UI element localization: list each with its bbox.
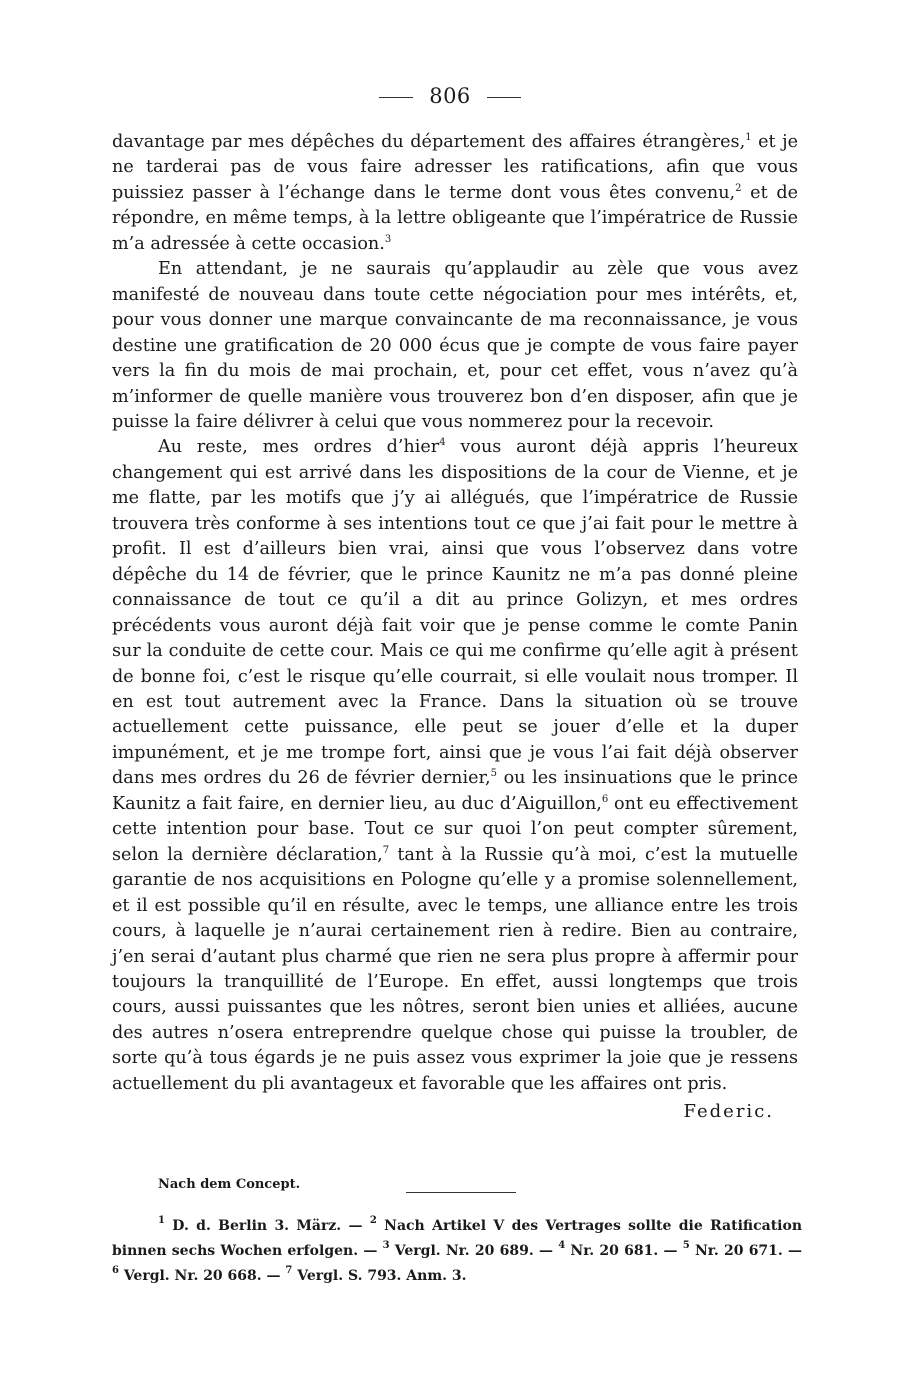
signature-line <box>112 1097 798 1127</box>
footnote-separator: — <box>533 1243 559 1259</box>
footnote-reference: 5 <box>490 768 497 780</box>
paragraph-text: tant à la Russie qu’à moi, c’est la mutuelle garantie de nos acquisitions en Pologne qu’elle y a promise solennellement, et il est possible qu’il en résulte, avec le temps, une alliance entre les trois cours, à laquelle je n’aurai certainement rien à redire. Bien au contraire, j’en serai d’autant plus charmé que rien ne sera plus propre à affermir pour toujours la tranquillité de l’Europe. En effet, aussi longtemps que trois cours, aussi puissantes que les nôtres, seront bien unies et alliées, aucune des autres n’osera entreprendre quelque chose qui puisse la troubler, de sorte qu’à tous égards je ne puis assez vous exprimer la joie que je ressens actuellement du pli avantageux et favorable que les affaires ont pris. <box>112 844 799 1094</box>
footnote-mark: 7 <box>285 1265 293 1276</box>
paragraph-text: vous auront déjà appris l’heureux changement qui est arrivé dans les dispositions de la cour de Vienne, et je me flatte, par les motifs que j’y ai allégués, que l’impératrice de Russie trouvera très conforme à ses intentions tout ce que j’ai fait pour le mettre à profit. Il est d’ailleurs bien vrai, ainsi que vous l’observez dans votre dépêche du 14 de février, que le prince Kaunitz ne m’a pas donné pleine connaissance de tout ce qu’il a dit au prince Golizyn, et mes ordres précédents vous auront déjà fait voir que je pense comme le comte Panin sur la conduite de cette cour. Mais ce qui me confirme qu’elle agit à présent de bonne foi, c’est le risque qu’elle courrait, si elle voulait nous tromper. Il en est tout autrement avec la France. Dans la situation où se trouve actuellement cette puissance, elle peut se jouer d’elle et la duper impunément, et je me trompe fort, ainsi que je vous l’ai fait déjà observer dans mes ordres du 26 de février dernier, <box>112 437 798 789</box>
footnote-item: Vergl. Nr. 20 668. <box>118 1268 262 1284</box>
footnote-rule <box>406 1192 516 1193</box>
page-header <box>0 84 900 108</box>
footnote-separator: — <box>782 1243 803 1259</box>
footnote-separator: — <box>261 1268 286 1284</box>
footnote-separator: — <box>658 1243 683 1259</box>
footnote-item: D. d. Berlin 3. März. <box>164 1218 342 1234</box>
footnotes <box>112 1214 802 1289</box>
footnote-reference: 3 <box>384 233 392 245</box>
paragraph-text: ont eu effectivement cette intention pour base. Tout ce sur quoi l’on peut compter sûrement, selon la dernière déclaration, <box>112 793 798 865</box>
footnote-mark: 1 <box>158 1215 165 1226</box>
footnote-mark: 4 <box>558 1240 566 1251</box>
footnote-reference: 1 <box>745 132 752 143</box>
footnote-reference: 6 <box>601 793 609 805</box>
source-note: Nach dem Concept. <box>158 1177 301 1192</box>
page-number: 806 <box>429 84 471 108</box>
paragraph-text: davantage par mes dépêches du département des affaires étrangères, <box>112 132 746 152</box>
paragraph-text: et de répondre, en même temps, à la lettre obligeante que l’impératrice de Russie m’a adressée à cette occasion. <box>112 182 798 254</box>
paragraph-3 <box>112 435 798 1097</box>
paragraph-2 <box>112 257 798 435</box>
footnote-item: Nach Artikel V des Vertrages sollte die Ratification binnen sechs Wochen erfolgen. <box>112 1218 802 1259</box>
footnote-item: Vergl. Nr. 20 689. <box>389 1243 534 1259</box>
footnote-mark: 2 <box>369 1215 377 1226</box>
letter-body <box>112 130 798 1127</box>
paragraph-text: et je ne tarderai pas de vous faire adresser les ratifications, afin que vous puissiez passer à l’échange dans le terme dont vous êtes convenu, <box>112 132 798 203</box>
header-dash-right <box>487 97 521 98</box>
footnote-mark: 3 <box>382 1240 390 1251</box>
footnote-mark: 5 <box>682 1240 690 1251</box>
footnote-reference: 2 <box>735 182 742 194</box>
paragraph-text: En attendant, je ne saurais qu’applaudir au zèle que vous avez manifesté de nouveau dans toute cette négociation pour mes intérêts, et, pour vous donner une marque convaincante de ma reconnaissance, je vous destine une gratification de 20 000 écus que je compte de vous faire payer vers la fin du mois de mai prochain, et, pour cet effet, vous n’avez qu’à m’informer de quelle manière vous trouverez bon d’en disposer, afin que je puisse la faire délivrer à celui que vous nommerez pour la recevoir. <box>112 259 798 432</box>
paragraph-1 <box>112 130 798 257</box>
paragraph-text: ou les insinuations que le prince Kaunitz a fait faire, en dernier lieu, au duc d’Aiguillon, <box>112 768 798 814</box>
signature: Federic. <box>683 1101 774 1123</box>
footnote-mark: 6 <box>112 1265 119 1276</box>
footnote-separator: — <box>358 1243 383 1259</box>
footnote-reference: 7 <box>382 844 390 856</box>
footnote-separator: — <box>341 1218 370 1234</box>
footnote-reference: 4 <box>439 437 446 449</box>
footnote-item: Nr. 20 681. <box>565 1243 659 1259</box>
footnote-item: Vergl. S. 793. Anm. 3. <box>292 1268 467 1284</box>
footnote-text <box>112 1214 802 1289</box>
footnote-item: Nr. 20 671. <box>689 1243 783 1259</box>
header-dash-left <box>379 97 413 98</box>
paragraph-text: Au reste, mes ordres d’hier <box>158 437 440 458</box>
